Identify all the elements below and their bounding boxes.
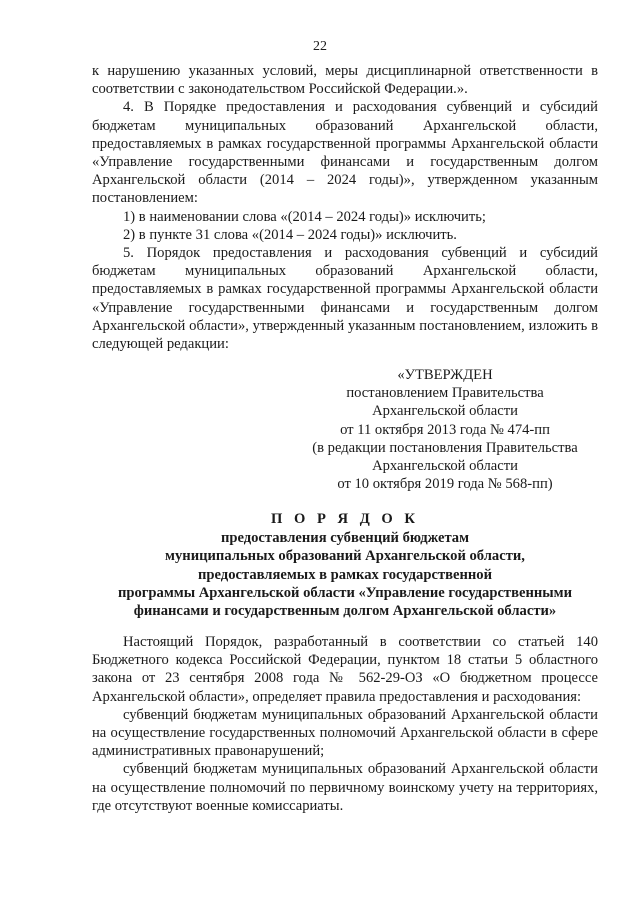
approval-line-1: «УТВЕРЖДЕН — [397, 367, 493, 383]
amendment-text — [92, 62, 598, 353]
paragraph-subvention-1: субвенций бюджетам муниципальных образований Архангельской области на осуществление государственных полномочий Архангельской области в сфере административных правонарушений; — [92, 706, 598, 760]
paragraph-item-4: 4. В Порядке предоставления и расходования субвенций и субсидий бюджетам муниципальных образований Архангельской области, предоставляемых в рамках государственной программы Архангельской области «Управление государственными финансами и государственным долгом Архангельской области (2014 – 2024 годы)», утвержденном указанным постановлением: — [92, 99, 598, 207]
order-title-line-2: муниципальных образований Архангельской области, — [165, 548, 525, 565]
paragraph-subitem-2: 2) в пункте 31 слова «(2014 – 2024 годы)» исключить. — [123, 226, 457, 243]
approval-block — [300, 366, 590, 493]
approval-line-2: постановлением Правительства — [346, 385, 544, 402]
approval-line-4: от 11 октября 2013 года № 474-пп — [340, 421, 550, 438]
order-body-text — [92, 633, 598, 815]
order-title-line-3: предоставляемых в рамках государственной — [198, 566, 492, 583]
approval-line-5: (в редакции постановления Правительства — [312, 439, 578, 456]
paragraph-subvention-2: субвенций бюджетам муниципальных образований Архангельской области на осуществление полномочий по первичному воинскому учету на территориях, где отсутствуют военные комиссариаты. — [92, 761, 598, 814]
order-title-line-5: финансами и государственным долгом Архангельской области» — [133, 603, 557, 620]
approval-line-3: Архангельской области — [372, 403, 518, 420]
paragraph-intro: Настоящий Порядок, разработанный в соответствии со статьей 140 Бюджетного кодекса Российской Федерации, пунктом 18 статьи 5 областного закона от 23 сентября 2008 года № 562-29-ОЗ «О бюджетном процессе Архангельской области», определяет правила предоставления и расходования: — [92, 634, 598, 705]
order-title-line-1: предоставления субвенций бюджетам — [220, 530, 470, 547]
order-heading: П О Р Я Д О К — [270, 511, 420, 527]
approval-line-6: Архангельской области — [372, 458, 518, 475]
page-number: 22 — [313, 39, 327, 54]
order-title-block — [92, 510, 598, 620]
paragraph-subitem-1: 1) в наименовании слова «(2014 – 2024 годы)» исключить; — [123, 208, 486, 225]
approval-line-7: от 10 октября 2019 года № 568-пп) — [337, 476, 553, 493]
paragraph-item-5: 5. Порядок предоставления и расходования субвенций и субсидий бюджетам муниципальных образований Архангельской области, предоставляемых в рамках государственной программы Архангельской области «Управление государственными финансами и государственным долгом Архангельской области», утвержденный указанным постановлением, изложить в следующей редакции: — [92, 245, 598, 353]
order-title-line-4: программы Архангельской области «Управление государственными — [117, 584, 573, 601]
paragraph-continuation: к нарушению указанных условий, меры дисциплинарной ответственности в соответствии с законодательством Российской Федерации.». — [92, 63, 598, 98]
